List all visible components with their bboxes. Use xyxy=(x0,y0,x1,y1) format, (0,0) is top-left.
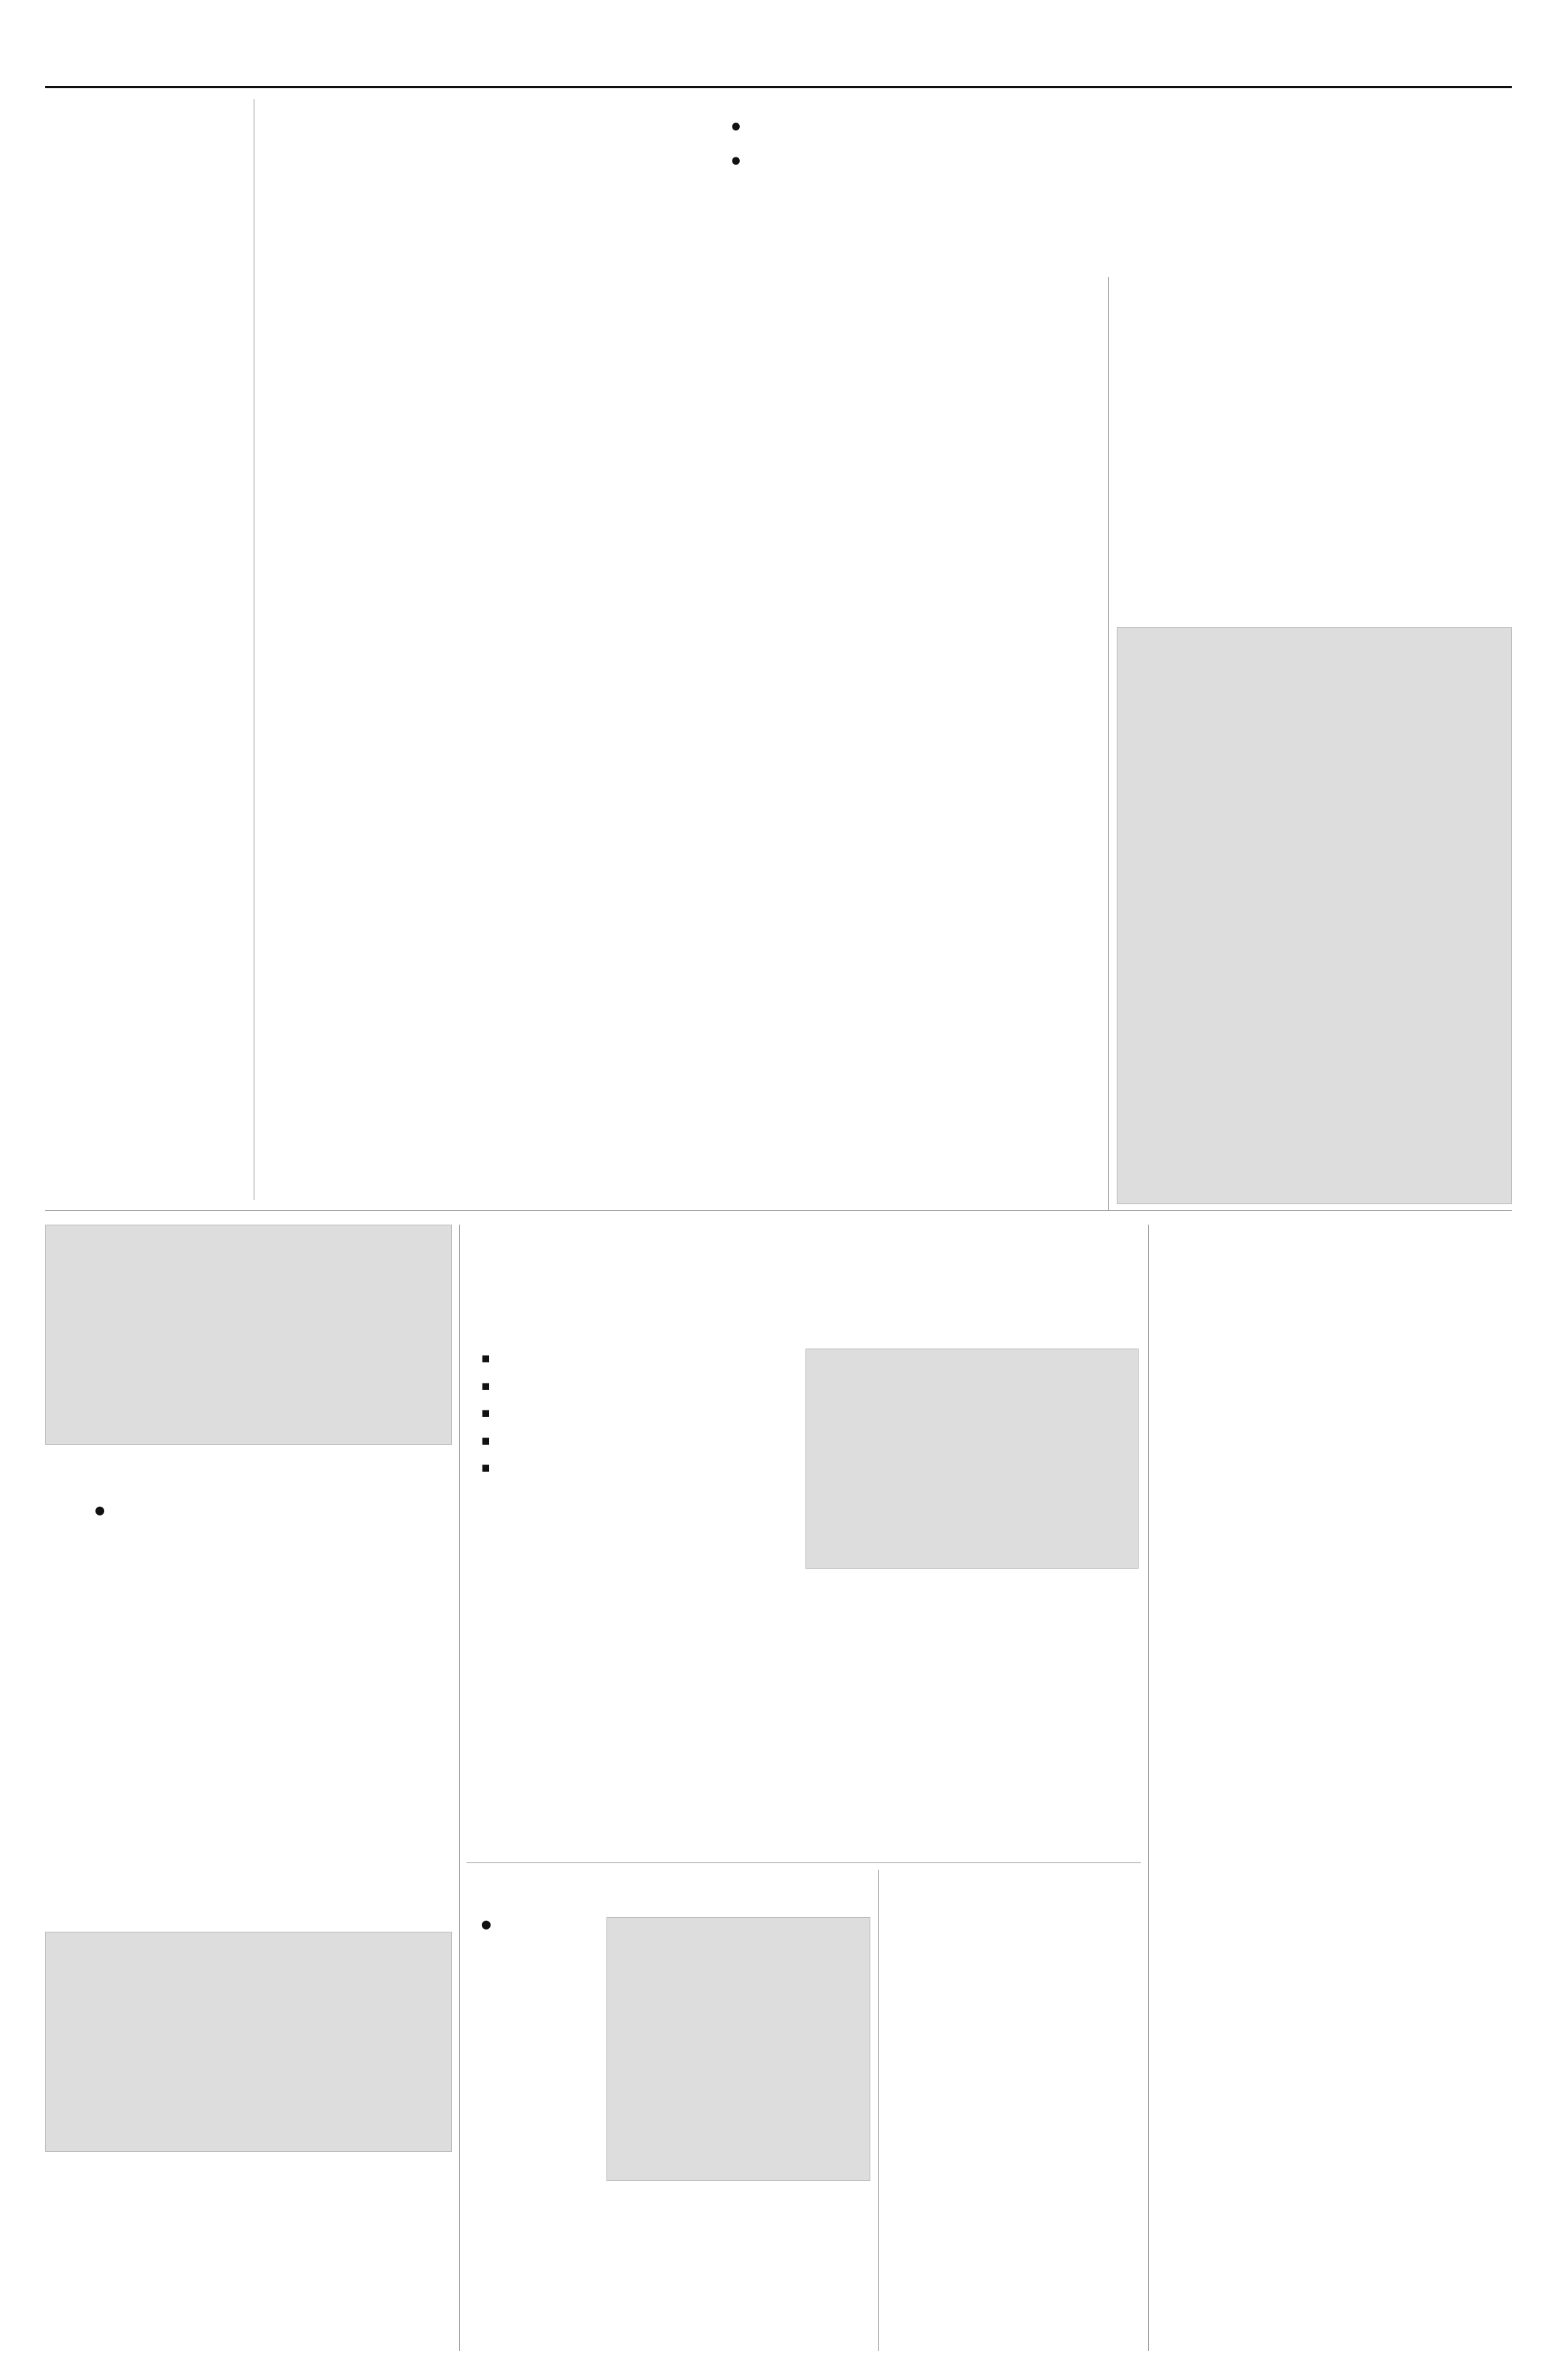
col-divider xyxy=(1148,1225,1149,2351)
lead-bullet-2: • xyxy=(729,149,744,175)
lrs-byline: ● xyxy=(481,1917,491,1931)
neglect-bullet-3: ▪ xyxy=(481,1405,491,1421)
neglect-bullet-4: ▪ xyxy=(481,1432,491,1448)
gift-photo xyxy=(45,1932,452,2152)
col-divider xyxy=(878,1870,879,2351)
neglect-bullets xyxy=(481,1349,795,1478)
lrs-photo xyxy=(606,1917,870,2181)
section-rule xyxy=(45,1210,1512,1211)
col-divider xyxy=(1108,277,1109,1210)
section-rule xyxy=(467,1862,1141,1863)
doctor-byline: ● xyxy=(95,1503,105,1517)
masthead-rule xyxy=(45,86,1512,88)
lead-bullets xyxy=(729,115,1137,175)
col-divider xyxy=(459,1225,460,2351)
azad-photo xyxy=(1117,627,1512,1204)
col1 xyxy=(45,101,243,114)
neglect-block xyxy=(467,1225,1152,1238)
lead-deck xyxy=(284,208,525,212)
masthead-left xyxy=(45,47,54,80)
schedule xyxy=(1158,1225,1512,1244)
neglect-photo xyxy=(805,1349,1139,1569)
neglect-bullet-2: ▪ xyxy=(481,1377,491,1394)
doctor-photo xyxy=(45,1225,452,1445)
neglect-bullet-5: ▪ xyxy=(481,1459,491,1476)
neglect-bullet-1: ▪ xyxy=(481,1350,491,1366)
lead-bullet-1: • xyxy=(729,115,744,141)
